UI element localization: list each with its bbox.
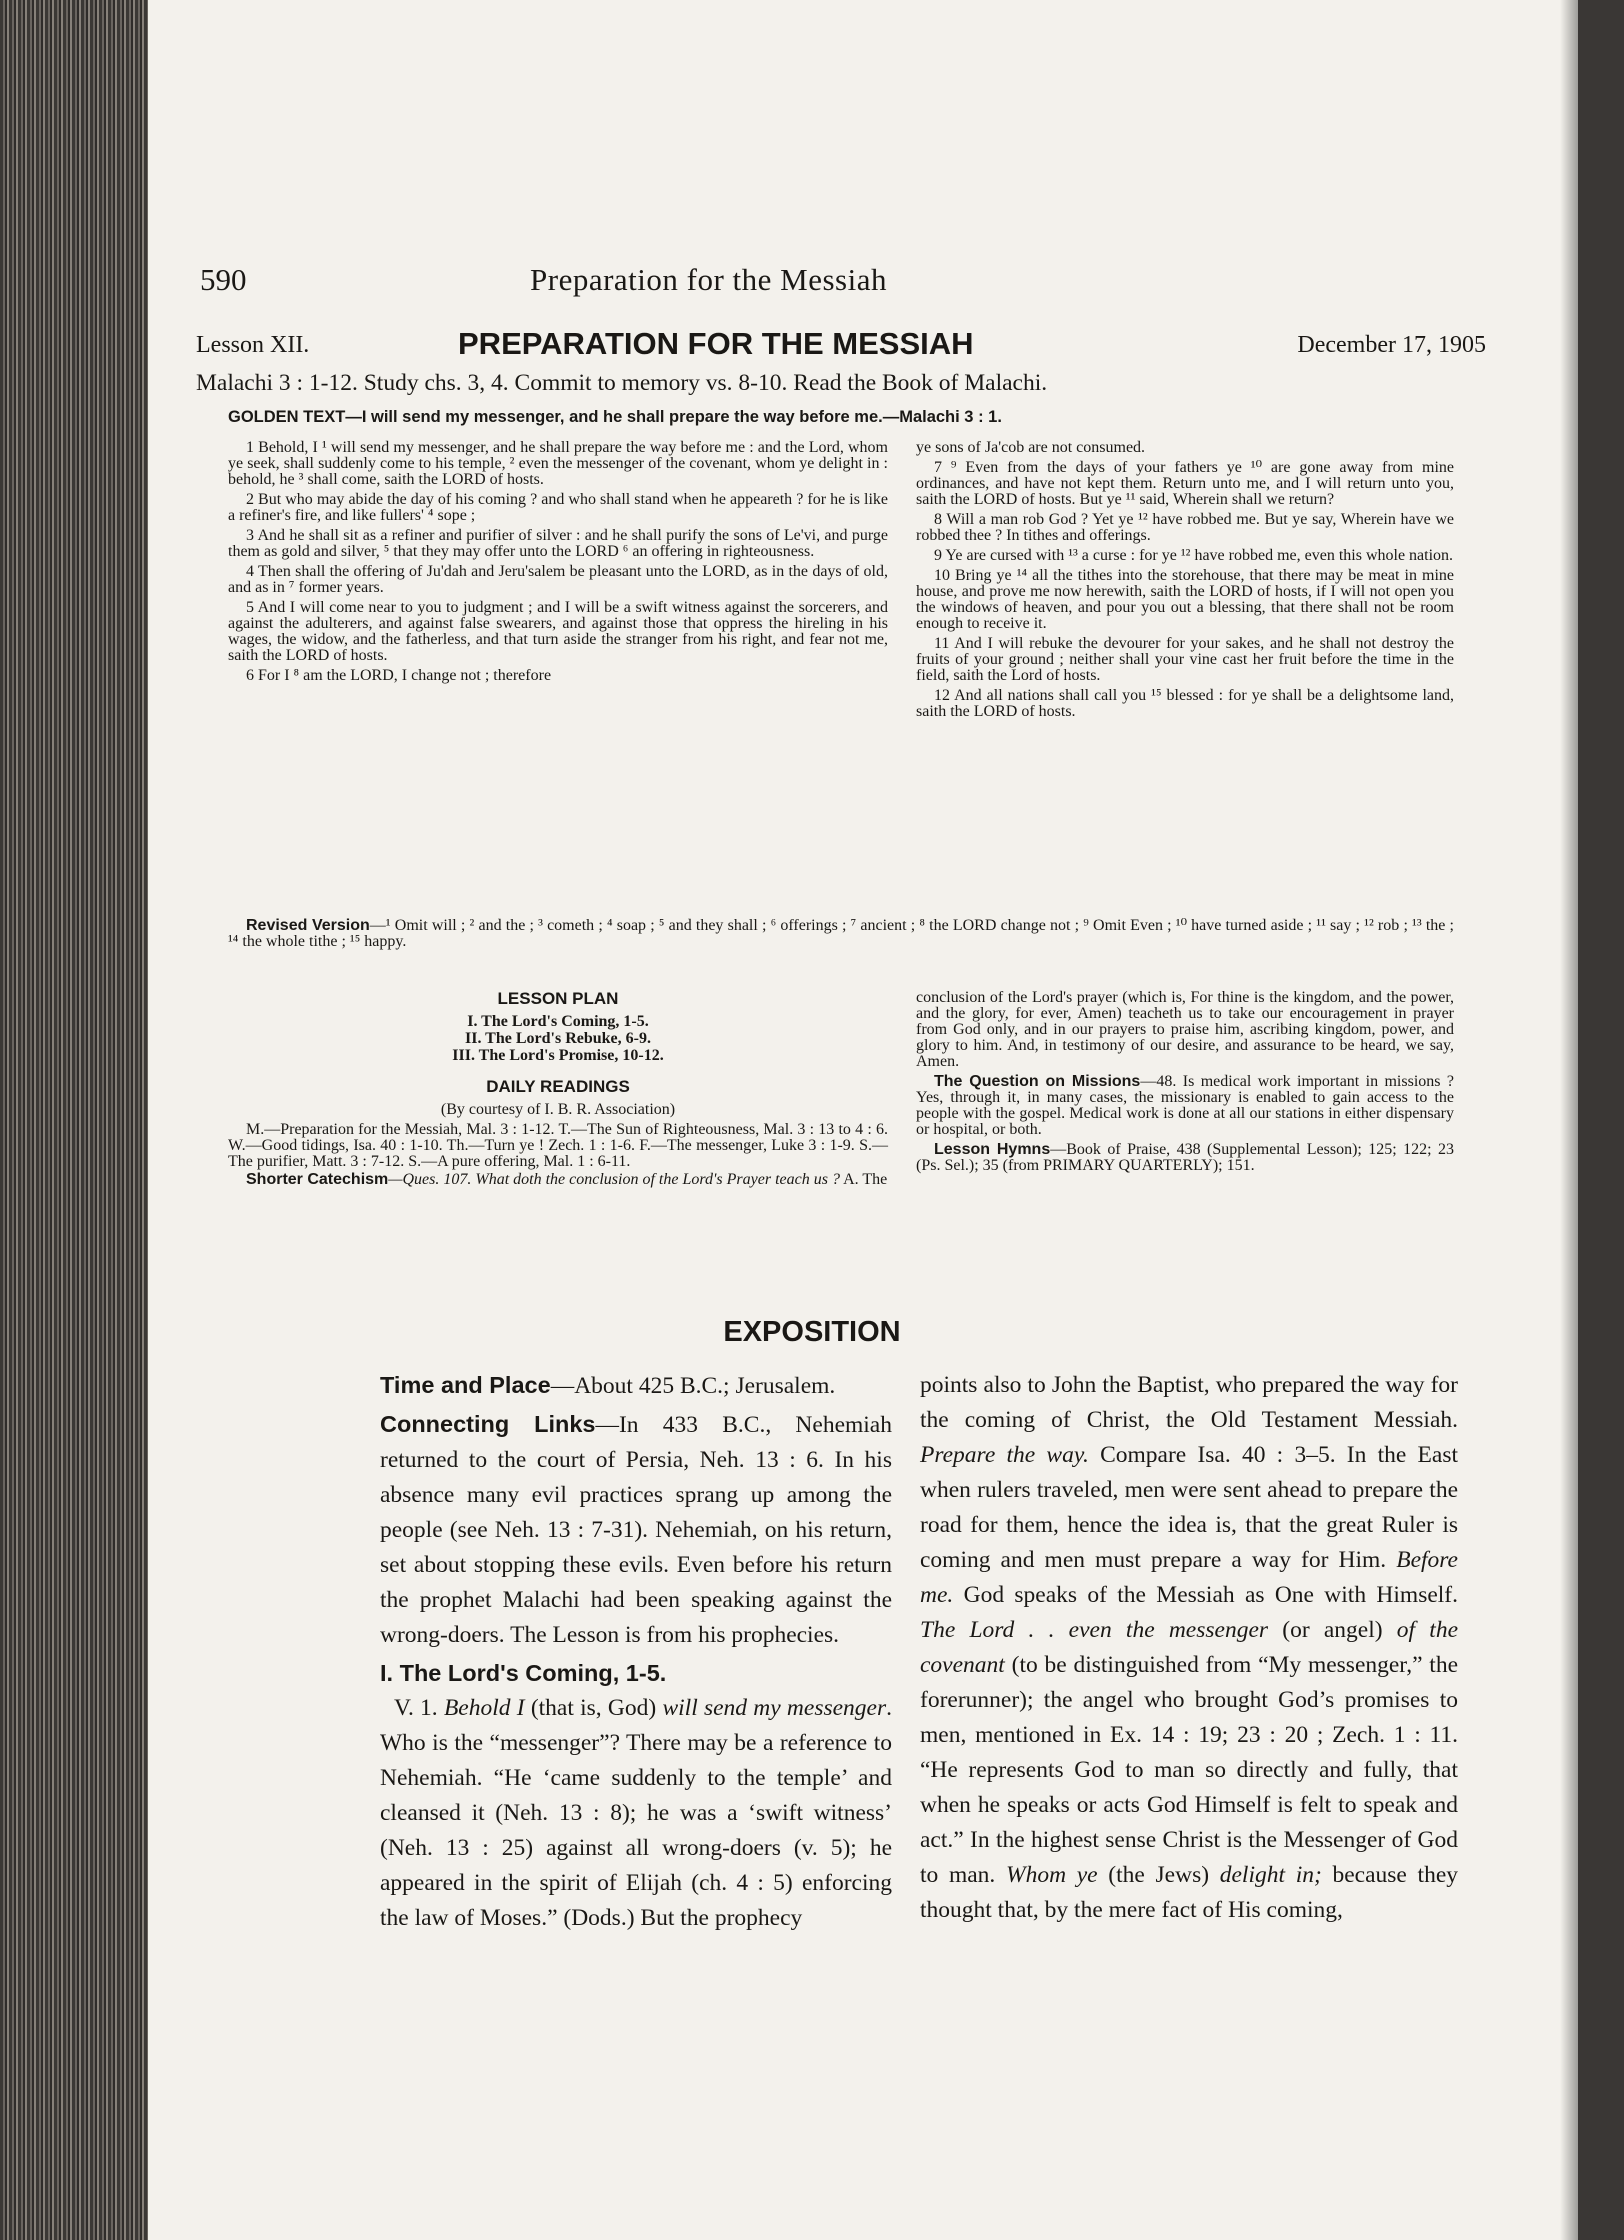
verse: 2 But who may abide the day of his coming ? and who shall stand when he appeareth ? for he is like a refiner's fire, and like fullers' ⁴ sope ;	[228, 491, 888, 524]
lesson-plan-block	[228, 990, 888, 1188]
verse-ref: V. 1.	[394, 1695, 444, 1721]
verse: 6 For I ⁸ am the LORD, I change not ; therefore	[246, 667, 552, 684]
scripture-column-left	[228, 440, 888, 688]
quote: of the covenant	[920, 1617, 1458, 1678]
lesson-hymns	[916, 1142, 1454, 1174]
book-page-edges	[0, 0, 150, 2240]
background-right	[1578, 0, 1624, 2240]
revised-version-label: Revised Version	[246, 917, 370, 934]
golden-text: GOLDEN TEXT—I will send my messenger, and he shall prepare the way before me.—Malachi 3 : 1.	[228, 408, 1002, 426]
daily-readings-text: M.—Preparation for the Messiah, Mal. 3 : 1-12. T.—The Sun of Righteousness, Mal. 3 : 13 to 4 : 6. W.—Good tidings, Isa. 40 : 1-10. Th.—Turn ye ! Zech. 1 : 1-6. F.—The messenger, Luke 3 : 1-9. S.—The purifier, Matt. 3 : 7-12. S.—A pure offering, Mal. 1 : 6-11.	[228, 1121, 888, 1170]
commentary-continued	[920, 1368, 1458, 1928]
running-title: Preparation for the Messiah	[530, 262, 887, 297]
revised-version	[228, 918, 1454, 950]
daily-readings-heading: DAILY READINGS	[486, 1077, 630, 1096]
connecting-text: —In 433 B.C., Nehemiah returned to the court of Persia, Neh. 13 : 6. In his absence many evil practices sprang up among the people (see Neh. 13 : 7-31). Nehemiah, on his return, set about stopping these evils. Even before his return the prophet Malachi had been speaking against the wrong-doers. The Lesson is from his prophecies.	[380, 1412, 892, 1648]
quote: Whom ye	[1006, 1862, 1098, 1888]
scripture-column-right	[916, 440, 1454, 724]
connecting-label: Connecting Links	[380, 1411, 596, 1437]
verse: 7 ⁹ Even from the days of your fathers ye ¹⁰ are gone away from mine ordinances, and have not kept them. Return unto me, and I will return unto you, saith the LORD of hosts. But ye ¹¹ said, Wherein shall we return?	[916, 459, 1454, 508]
section-heading: I. The Lord's Coming, 1-5.	[380, 1660, 667, 1686]
quote: Before me.	[920, 1547, 1458, 1608]
exposition-heading: EXPOSITION	[723, 1316, 901, 1348]
text: (the Jews)	[1097, 1862, 1220, 1888]
notes-right-block	[916, 990, 1454, 1178]
text: (to be distinguished from “My messenger,” the forerunner); the angel who brought God’s promises to men, mentioned in Ex. 14 : 19; 23 : 20 ; Zech. 1 : 11. “He represents God to man so directly and fully, that when he speaks or acts God Himself is felt to speak and act.” In the highest sense Christ is the Messenger of God to man.	[920, 1652, 1458, 1888]
lesson-title: PREPARATION FOR THE MESSIAH	[458, 326, 974, 361]
lesson-plan-item: III. The Lord's Promise, 10-12.	[452, 1047, 664, 1064]
page-number: 590	[200, 262, 247, 297]
quote: will send my messenger	[662, 1695, 887, 1721]
shorter-catechism-question: —Ques. 107. What doth the conclusion of the Lord's Prayer teach us ?	[388, 1171, 840, 1188]
verse: 12 And all nations shall call you ¹⁵ blessed : for ye shall be a delightsome land, saith the LORD of hosts.	[916, 687, 1454, 720]
exposition-column-right	[920, 1368, 1458, 1931]
running-head	[200, 262, 1460, 304]
lesson-plan-item: II. The Lord's Rebuke, 6-9.	[465, 1030, 651, 1047]
daily-readings-courtesy: (By courtesy of I. B. R. Association)	[440, 1101, 676, 1118]
lesson-reference: Malachi 3 : 1-12. Study chs. 3, 4. Commit to memory vs. 8-10. Read the Book of Malachi.	[196, 370, 1048, 396]
text: Compare Isa. 40 : 3–5. In the East when rulers traveled, men were sent ahead to prepare the road for them, hence the idea is, that the great Ruler is coming and men must prepare a way for Him.	[920, 1442, 1458, 1573]
lesson-plan-items	[228, 1013, 888, 1064]
time-and-place	[380, 1368, 892, 1404]
text: points also to John the Baptist, who prepared the way for the coming of Christ, the Old Testament Messiah.	[920, 1372, 1458, 1433]
shorter-catechism-answer-start: A. The	[843, 1171, 888, 1188]
lesson-plan-heading: LESSON PLAN	[497, 989, 619, 1008]
shorter-catechism-answer: conclusion of the Lord's prayer (which is, For thine is the kingdom, and the power, and the glory, for ever, Amen) teacheth us to take our encouragement in prayer from God only, and in our prayers to praise him, ascribing kingdom, power, and glory to him. And, in testimony of our desire, and assurance to be heard, we say, Amen.	[916, 989, 1454, 1070]
text: . Who is the “messenger”? There may be a reference to Nehemiah. “He ‘came suddenly to the temple’ and cleansed it (Neh. 13 : 8); he was a ‘swift witness’ (Neh. 13 : 25) against all wrong-doers (v. 5); he appeared in the spirit of Elijah (ch. 4 : 5) enforcing the law of Moses.” (Dods.) But the prophecy	[380, 1695, 893, 1931]
verse: 9 Ye are cursed with ¹³ a curse : for ye ¹² have robbed me, even this whole nation.	[934, 547, 1454, 564]
daily-readings	[228, 1122, 888, 1188]
lesson-date: December 17, 1905	[1297, 332, 1486, 358]
verse-commentary	[380, 1691, 892, 1936]
time-place-text: —About 425 B.C.; Jerusalem.	[550, 1373, 836, 1399]
verse: 5 And I will come near to you to judgment ; and I will be a swift witness against the sorcerers, and against the adulterers, and against false swearers, and against those that oppress the hireling in his wages, the widow, and the fatherless, and that turn aside the stranger from his right, and fear not me, saith the LORD of hosts.	[228, 599, 888, 664]
verse: 11 And I will rebuke the devourer for your sakes, and he shall not destroy the fruits of your ground ; neither shall your vine cast her fruit before the time in the field, saith the Lord of hosts.	[916, 635, 1454, 684]
verse: 4 Then shall the offering of Ju'dah and Jeru'salem be pleasant unto the LORD, as in the days of old, and as in ⁷ former years.	[228, 563, 888, 596]
text: (or angel)	[1268, 1617, 1397, 1643]
exposition-column-left	[380, 1368, 892, 1939]
quote: delight in;	[1219, 1862, 1322, 1888]
lesson-number: Lesson XII.	[196, 332, 310, 358]
text: (that is, God)	[524, 1695, 663, 1721]
connecting-links	[380, 1407, 892, 1653]
missions-text: —48. Is medical work important in missions ? Yes, through it, in many cases, the missionary is enabled to gain access to the people with the gospel. Medical work is done at all our stations in either dispensary or hospital, or both.	[916, 1073, 1455, 1138]
shorter-catechism	[228, 1172, 888, 1188]
time-place-label: Time and Place	[380, 1372, 551, 1398]
verse: 10 Bring ye ¹⁴ all the tithes into the storehouse, that there may be meat in mine house, and prove me now herewith, saith the LORD of hosts, if I will not open you the windows of heaven, and pour you out a blessing, that there shall not be room enough to receive it.	[916, 567, 1454, 632]
verse: 3 And he shall sit as a refiner and purifier of silver : and he shall purify the sons of Le'vi, and purge them as gold and silver, ⁵ that they may offer unto the LORD ⁶ an offering in righteousness.	[228, 527, 888, 560]
lesson-plan-item: I. The Lord's Coming, 1-5.	[467, 1013, 649, 1030]
verse: ye sons of Ja'cob are not consumed.	[916, 439, 1146, 456]
revised-version-text: —¹ Omit will ; ² and the ; ³ cometh ; ⁴ soap ; ⁵ and they shall ; ⁶ offerings ; ⁷ ancient ; ⁸ the LORD change not ; ⁹ Omit Even ; ¹⁰ have turned aside ; ¹¹ say ; ¹² rob ; ¹³ the ; ¹⁴ the whole tithe ; ¹⁵ happy.	[228, 917, 1454, 950]
text: God speaks of the Messiah as One with Himself.	[953, 1582, 1458, 1608]
question-on-missions	[916, 1074, 1454, 1138]
text: because they thought that, by the mere fact of His coming,	[920, 1862, 1458, 1923]
lesson-header	[196, 326, 1486, 366]
quote: Behold I	[443, 1695, 525, 1721]
missions-label: The Question on Missions	[934, 1073, 1141, 1090]
hymns-text: —Book of Praise, 438 (Supplemental Lesson); 125; 122; 23 (Ps. Sel.); 35 (from PRIMARY QUARTERLY); 151.	[916, 1141, 1455, 1174]
verse: 1 Behold, I ¹ will send my messenger, and he shall prepare the way before me : and the Lord, whom ye seek, shall suddenly come to his temple, ² even the messenger of the covenant, whom ye delight in : behold, he ³ shall come, saith the LORD of hosts.	[228, 439, 888, 488]
gutter-shadow	[1560, 0, 1578, 2240]
verse: 8 Will a man rob God ? Yet ye ¹² have robbed me. But ye say, Wherein have we robbed thee ? In tithes and offerings.	[916, 511, 1454, 544]
hymns-label: Lesson Hymns	[934, 1141, 1051, 1158]
quote: The Lord . . even the messenger	[920, 1617, 1269, 1643]
quote: Prepare the way.	[920, 1442, 1089, 1468]
shorter-catechism-label: Shorter Catechism	[246, 1171, 389, 1188]
